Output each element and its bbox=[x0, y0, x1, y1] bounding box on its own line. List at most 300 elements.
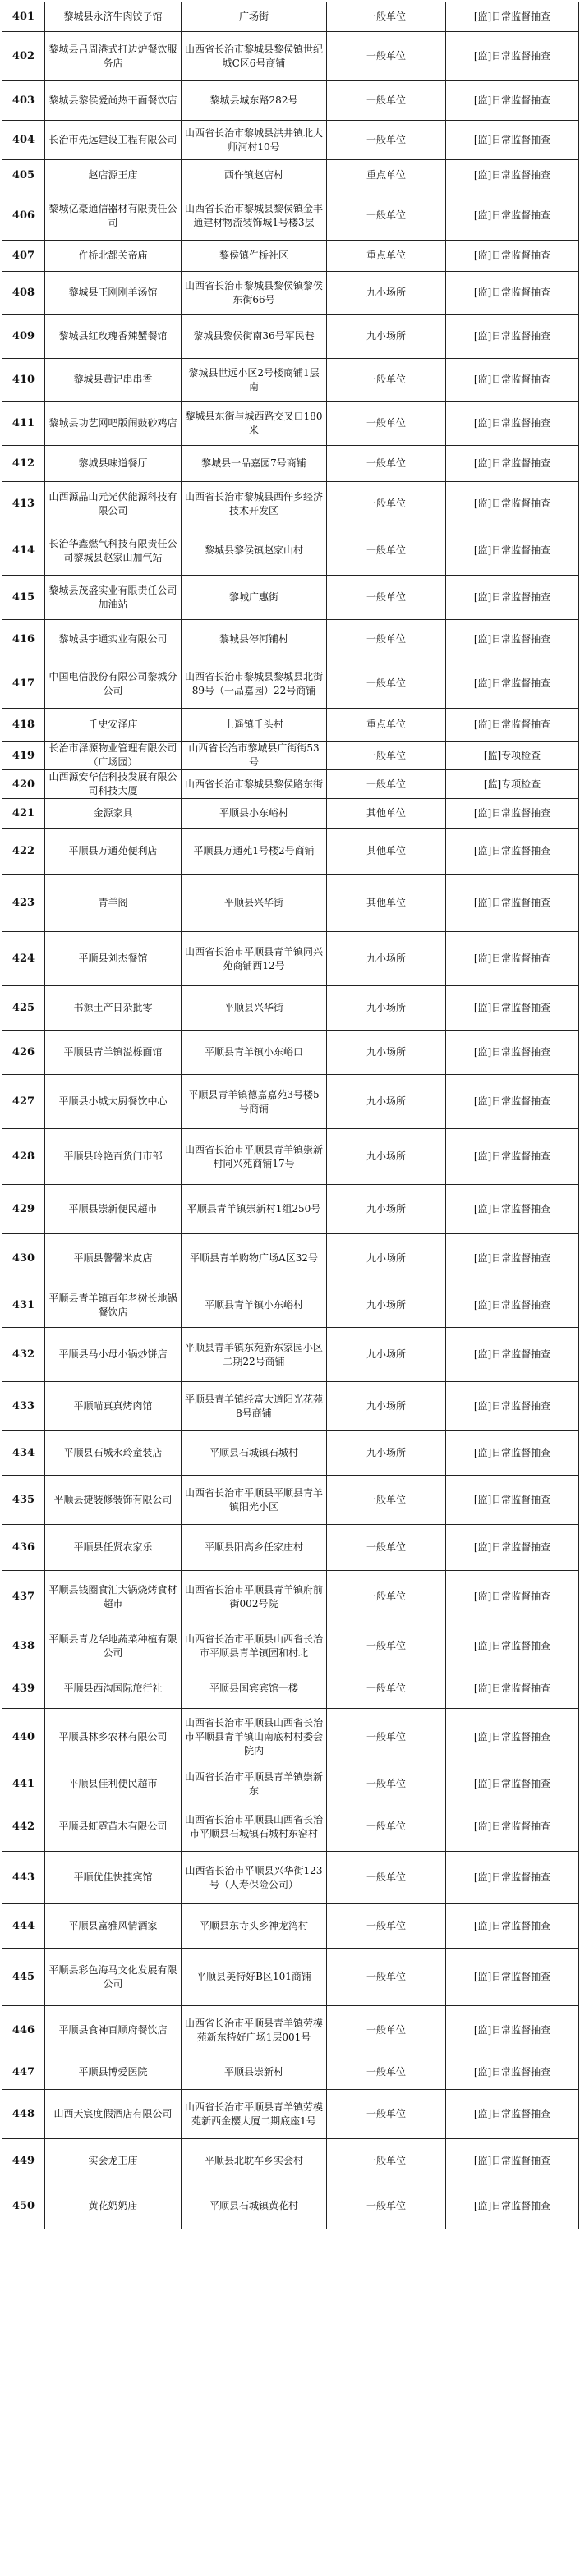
cell-type: 一般单位 bbox=[327, 1669, 446, 1709]
cell-addr: 山西省长治市黎城县西仵乡经济技术开发区 bbox=[182, 482, 327, 526]
cell-addr: 山西省长治市平顺县山西省长治市平顺县青羊镇山南底村村委会院内 bbox=[182, 1709, 327, 1766]
cell-name: 平顺县崇新便民超市 bbox=[45, 1185, 182, 1234]
cell-task: [监]日常监督抽查 bbox=[446, 576, 579, 620]
cell-addr: 平顺县国宾宾馆一楼 bbox=[182, 1669, 327, 1709]
cell-name: 平顺优佳快捷宾馆 bbox=[45, 1852, 182, 1904]
cell-no: 449 bbox=[2, 2139, 45, 2183]
cell-addr: 平顺县美特好B区101商铺 bbox=[182, 1949, 327, 2006]
cell-name: 黎城县黄记串串香 bbox=[45, 359, 182, 402]
cell-no: 401 bbox=[2, 2, 45, 32]
table-row bbox=[2, 1623, 579, 1669]
cell-addr: 平顺县兴华街 bbox=[182, 986, 327, 1031]
cell-no: 408 bbox=[2, 272, 45, 315]
cell-task: [监]日常监督抽查 bbox=[446, 1031, 579, 1075]
cell-name: 黎城县宇通实业有限公司 bbox=[45, 620, 182, 659]
table-row bbox=[2, 875, 579, 932]
cell-type: 九小场所 bbox=[327, 1382, 446, 1431]
cell-addr: 平顺县兴华街 bbox=[182, 875, 327, 932]
cell-type: 一般单位 bbox=[327, 359, 446, 402]
cell-task: [监]日常监督抽查 bbox=[446, 1431, 579, 1476]
cell-addr: 山西省长治市黎城县洪井镇北大师河村10号 bbox=[182, 121, 327, 160]
cell-type: 九小场所 bbox=[327, 1031, 446, 1075]
cell-addr: 山西省长治市黎城县黎城县北街89号（一品嘉园）22号商铺 bbox=[182, 659, 327, 709]
table-row bbox=[2, 1709, 579, 1766]
table-row bbox=[2, 932, 579, 986]
cell-task: [监]日常监督抽查 bbox=[446, 2090, 579, 2139]
cell-addr: 平顺县万通苑1号楼2号商铺 bbox=[182, 829, 327, 875]
cell-type: 九小场所 bbox=[327, 1075, 446, 1129]
cell-task: [监]日常监督抽查 bbox=[446, 1949, 579, 2006]
cell-task: [监]日常监督抽查 bbox=[446, 1476, 579, 1525]
cell-name: 平顺县彩色海马文化发展有限公司 bbox=[45, 1949, 182, 2006]
cell-addr: 黎城县黎侯镇赵家山村 bbox=[182, 526, 327, 576]
table-row bbox=[2, 1328, 579, 1382]
cell-no: 434 bbox=[2, 1431, 45, 1476]
cell-task: [监]日常监督抽查 bbox=[446, 1669, 579, 1709]
cell-no: 433 bbox=[2, 1382, 45, 1431]
table-row bbox=[2, 1234, 579, 1283]
cell-name: 平顺县西沟国际旅行社 bbox=[45, 1669, 182, 1709]
cell-name: 金源家具 bbox=[45, 799, 182, 829]
cell-type: 一般单位 bbox=[327, 1571, 446, 1623]
table-row bbox=[2, 1766, 579, 1802]
cell-name: 黎城县红玫瑰香辣蟹餐馆 bbox=[45, 315, 182, 359]
cell-type: 一般单位 bbox=[327, 1852, 446, 1904]
cell-task: [监]日常监督抽查 bbox=[446, 2055, 579, 2090]
cell-task: [监]日常监督抽查 bbox=[446, 2, 579, 32]
cell-type: 一般单位 bbox=[327, 1766, 446, 1802]
table-row bbox=[2, 829, 579, 875]
cell-type: 一般单位 bbox=[327, 191, 446, 241]
cell-type: 一般单位 bbox=[327, 1904, 446, 1949]
cell-task: [监]专项检查 bbox=[446, 742, 579, 770]
cell-task: [监]日常监督抽查 bbox=[446, 402, 579, 446]
cell-task: [监]日常监督抽查 bbox=[446, 1571, 579, 1623]
cell-type: 一般单位 bbox=[327, 526, 446, 576]
cell-type: 一般单位 bbox=[327, 576, 446, 620]
table-row bbox=[2, 1075, 579, 1129]
table-row bbox=[2, 709, 579, 742]
cell-type: 一般单位 bbox=[327, 1623, 446, 1669]
cell-task: [监]日常监督抽查 bbox=[446, 1852, 579, 1904]
cell-task: [监]日常监督抽查 bbox=[446, 1075, 579, 1129]
cell-name: 平顺喵真真烤肉馆 bbox=[45, 1382, 182, 1431]
table-row bbox=[2, 191, 579, 241]
cell-type: 九小场所 bbox=[327, 272, 446, 315]
cell-type: 一般单位 bbox=[327, 446, 446, 482]
cell-addr: 山西省长治市平顺县平顺县青羊镇阳光小区 bbox=[182, 1476, 327, 1525]
table-row bbox=[2, 659, 579, 709]
cell-type: 重点单位 bbox=[327, 160, 446, 191]
cell-type: 九小场所 bbox=[327, 1185, 446, 1234]
cell-task: [监]日常监督抽查 bbox=[446, 659, 579, 709]
cell-no: 440 bbox=[2, 1709, 45, 1766]
table-row bbox=[2, 241, 579, 272]
cell-no: 407 bbox=[2, 241, 45, 272]
cell-addr: 山西省长治市平顺县山西省长治市平顺县青羊镇园和村北 bbox=[182, 1623, 327, 1669]
cell-task: [监]日常监督抽查 bbox=[446, 1234, 579, 1283]
table-row bbox=[2, 402, 579, 446]
cell-name: 黎城县王刚刚羊汤馆 bbox=[45, 272, 182, 315]
cell-type: 九小场所 bbox=[327, 1328, 446, 1382]
table-row bbox=[2, 446, 579, 482]
cell-task: [监]日常监督抽查 bbox=[446, 1328, 579, 1382]
cell-task: [监]日常监督抽查 bbox=[446, 1904, 579, 1949]
cell-name: 山西源晶山元光伏能源科技有限公司 bbox=[45, 482, 182, 526]
cell-name: 黄花奶奶庙 bbox=[45, 2183, 182, 2229]
cell-name: 平顺县马小母小锅炒饼店 bbox=[45, 1328, 182, 1382]
cell-no: 421 bbox=[2, 799, 45, 829]
cell-no: 444 bbox=[2, 1904, 45, 1949]
cell-name: 实会龙王庙 bbox=[45, 2139, 182, 2183]
cell-no: 402 bbox=[2, 32, 45, 81]
cell-no: 439 bbox=[2, 1669, 45, 1709]
table-row bbox=[2, 576, 579, 620]
cell-addr: 黎侯镇仵桥社区 bbox=[182, 241, 327, 272]
cell-addr: 山西省长治市黎城县广街街53号 bbox=[182, 742, 327, 770]
cell-no: 405 bbox=[2, 160, 45, 191]
inspection-table bbox=[2, 2, 579, 2229]
cell-task: [监]日常监督抽查 bbox=[446, 1283, 579, 1328]
cell-no: 420 bbox=[2, 770, 45, 799]
cell-addr: 黎城县城东路282号 bbox=[182, 81, 327, 121]
cell-name: 平顺县任贤农家乐 bbox=[45, 1525, 182, 1571]
cell-name: 书源土产日杂批零 bbox=[45, 986, 182, 1031]
table-row bbox=[2, 2, 579, 32]
cell-no: 411 bbox=[2, 402, 45, 446]
cell-addr: 山西省长治市黎城县黎侯路东街 bbox=[182, 770, 327, 799]
table-row bbox=[2, 986, 579, 1031]
cell-no: 414 bbox=[2, 526, 45, 576]
cell-type: 九小场所 bbox=[327, 932, 446, 986]
cell-no: 425 bbox=[2, 986, 45, 1031]
cell-addr: 平顺县青羊镇小东峪村 bbox=[182, 1283, 327, 1328]
cell-task: [监]日常监督抽查 bbox=[446, 81, 579, 121]
cell-type: 九小场所 bbox=[327, 315, 446, 359]
table-row bbox=[2, 2090, 579, 2139]
cell-type: 一般单位 bbox=[327, 2006, 446, 2055]
cell-no: 417 bbox=[2, 659, 45, 709]
table-row bbox=[2, 482, 579, 526]
cell-task: [监]日常监督抽查 bbox=[446, 32, 579, 81]
cell-name: 仵桥北都关帝庙 bbox=[45, 241, 182, 272]
cell-task: [监]日常监督抽查 bbox=[446, 160, 579, 191]
cell-task: [监]日常监督抽查 bbox=[446, 986, 579, 1031]
cell-no: 412 bbox=[2, 446, 45, 482]
cell-name: 黎城县吕周港式打边炉餐饮服务店 bbox=[45, 32, 182, 81]
cell-no: 427 bbox=[2, 1075, 45, 1129]
cell-name: 平顺县钱圈食汇大锅烧烤食材超市 bbox=[45, 1571, 182, 1623]
cell-name: 平顺县虹霓苗木有限公司 bbox=[45, 1802, 182, 1852]
cell-no: 450 bbox=[2, 2183, 45, 2229]
cell-type: 一般单位 bbox=[327, 1709, 446, 1766]
cell-addr: 山西省长治市黎城县黎侯镇世纪城C区6号商铺 bbox=[182, 32, 327, 81]
table-row bbox=[2, 2139, 579, 2183]
table-row bbox=[2, 1382, 579, 1431]
cell-addr: 山西省长治市平顺县山西省长治市平顺县石城镇石城村东窑村 bbox=[182, 1802, 327, 1852]
cell-task: [监]日常监督抽查 bbox=[446, 1185, 579, 1234]
cell-task: [监]日常监督抽查 bbox=[446, 1129, 579, 1185]
table-row bbox=[2, 121, 579, 160]
cell-no: 424 bbox=[2, 932, 45, 986]
cell-type: 一般单位 bbox=[327, 2055, 446, 2090]
cell-addr: 广场街 bbox=[182, 2, 327, 32]
cell-no: 447 bbox=[2, 2055, 45, 2090]
cell-addr: 平顺县小东峪村 bbox=[182, 799, 327, 829]
table-row bbox=[2, 770, 579, 799]
cell-addr: 黎城县东街与城西路交叉口180米 bbox=[182, 402, 327, 446]
cell-no: 413 bbox=[2, 482, 45, 526]
cell-no: 404 bbox=[2, 121, 45, 160]
cell-type: 重点单位 bbox=[327, 709, 446, 742]
cell-no: 416 bbox=[2, 620, 45, 659]
cell-no: 432 bbox=[2, 1328, 45, 1382]
cell-type: 一般单位 bbox=[327, 1525, 446, 1571]
cell-type: 一般单位 bbox=[327, 742, 446, 770]
cell-addr: 平顺县石城镇黄花村 bbox=[182, 2183, 327, 2229]
cell-task: [监]日常监督抽查 bbox=[446, 875, 579, 932]
cell-task: [监]日常监督抽查 bbox=[446, 1766, 579, 1802]
table-row bbox=[2, 160, 579, 191]
table-row bbox=[2, 272, 579, 315]
cell-task: [监]日常监督抽查 bbox=[446, 359, 579, 402]
cell-task: [监]日常监督抽查 bbox=[446, 2139, 579, 2183]
cell-no: 403 bbox=[2, 81, 45, 121]
cell-type: 一般单位 bbox=[327, 32, 446, 81]
cell-addr: 平顺县青羊购物广场A区32号 bbox=[182, 1234, 327, 1283]
cell-no: 442 bbox=[2, 1802, 45, 1852]
cell-type: 重点单位 bbox=[327, 241, 446, 272]
table-row bbox=[2, 2055, 579, 2090]
cell-name: 平顺县石城永玲童装店 bbox=[45, 1431, 182, 1476]
cell-addr: 平顺县青羊镇崇新村1组250号 bbox=[182, 1185, 327, 1234]
cell-name: 山西天宸度假酒店有限公司 bbox=[45, 2090, 182, 2139]
cell-no: 437 bbox=[2, 1571, 45, 1623]
cell-type: 一般单位 bbox=[327, 1949, 446, 2006]
table-row bbox=[2, 1129, 579, 1185]
cell-task: [监]日常监督抽查 bbox=[446, 932, 579, 986]
cell-addr: 山西省长治市平顺县青羊镇府前街002号院 bbox=[182, 1571, 327, 1623]
cell-type: 一般单位 bbox=[327, 2183, 446, 2229]
cell-name: 黎城亿豪通信器材有限责任公司 bbox=[45, 191, 182, 241]
cell-task: [监]日常监督抽查 bbox=[446, 482, 579, 526]
cell-name: 黎城县茂盛实业有限责任公司加油站 bbox=[45, 576, 182, 620]
cell-type: 九小场所 bbox=[327, 1283, 446, 1328]
table-row bbox=[2, 1571, 579, 1623]
cell-name: 山西源安华信科技发展有限公司科技大厦 bbox=[45, 770, 182, 799]
table-row bbox=[2, 1904, 579, 1949]
cell-no: 428 bbox=[2, 1129, 45, 1185]
cell-addr: 山西省长治市平顺县青羊镇崇新东 bbox=[182, 1766, 327, 1802]
cell-no: 446 bbox=[2, 2006, 45, 2055]
cell-addr: 黎城县停河铺村 bbox=[182, 620, 327, 659]
cell-name: 千史安泽庙 bbox=[45, 709, 182, 742]
cell-name: 黎城县黎侯爱尚热干面餐饮店 bbox=[45, 81, 182, 121]
cell-addr: 山西省长治市平顺县青羊镇劳模苑新东特好广场1层001号 bbox=[182, 2006, 327, 2055]
cell-no: 436 bbox=[2, 1525, 45, 1571]
table-row bbox=[2, 2183, 579, 2229]
table-row bbox=[2, 799, 579, 829]
cell-addr: 西仵镇赵店村 bbox=[182, 160, 327, 191]
cell-name: 平顺县馨馨米皮店 bbox=[45, 1234, 182, 1283]
cell-addr: 黎城县黎侯街南36号军民巷 bbox=[182, 315, 327, 359]
cell-name: 平顺县刘杰餐馆 bbox=[45, 932, 182, 986]
cell-addr: 平顺县阳高乡任家庄村 bbox=[182, 1525, 327, 1571]
cell-addr: 山西省长治市平顺县兴华街123号（人寿保险公司） bbox=[182, 1852, 327, 1904]
table-row bbox=[2, 1525, 579, 1571]
table-row bbox=[2, 81, 579, 121]
cell-name: 中国电信股份有限公司黎城分公司 bbox=[45, 659, 182, 709]
table-row bbox=[2, 315, 579, 359]
cell-task: [监]日常监督抽查 bbox=[446, 799, 579, 829]
cell-type: 其他单位 bbox=[327, 799, 446, 829]
cell-addr: 黎城广惠街 bbox=[182, 576, 327, 620]
cell-name: 平顺县捷装修装饰有限公司 bbox=[45, 1476, 182, 1525]
cell-name: 长治市泽源物业管理有限公司（广场园） bbox=[45, 742, 182, 770]
table-row bbox=[2, 742, 579, 770]
cell-name: 平顺县小城大厨餐饮中心 bbox=[45, 1075, 182, 1129]
table-row bbox=[2, 1949, 579, 2006]
cell-no: 445 bbox=[2, 1949, 45, 2006]
cell-task: [监]日常监督抽查 bbox=[446, 526, 579, 576]
cell-task: [监]日常监督抽查 bbox=[446, 2183, 579, 2229]
cell-addr: 上遥镇千头村 bbox=[182, 709, 327, 742]
cell-type: 其他单位 bbox=[327, 875, 446, 932]
cell-name: 平顺县万通苑便利店 bbox=[45, 829, 182, 875]
cell-name: 长治华鑫燃气科技有限责任公司黎城县赵家山加气站 bbox=[45, 526, 182, 576]
table-row bbox=[2, 620, 579, 659]
cell-name: 长治市先远建设工程有限公司 bbox=[45, 121, 182, 160]
cell-type: 一般单位 bbox=[327, 402, 446, 446]
cell-task: [监]日常监督抽查 bbox=[446, 272, 579, 315]
cell-no: 415 bbox=[2, 576, 45, 620]
cell-task: [监]日常监督抽查 bbox=[446, 709, 579, 742]
cell-no: 418 bbox=[2, 709, 45, 742]
table-row bbox=[2, 526, 579, 576]
cell-no: 423 bbox=[2, 875, 45, 932]
cell-no: 426 bbox=[2, 1031, 45, 1075]
cell-no: 422 bbox=[2, 829, 45, 875]
cell-addr: 平顺县青羊镇小东峪口 bbox=[182, 1031, 327, 1075]
cell-no: 448 bbox=[2, 2090, 45, 2139]
cell-type: 其他单位 bbox=[327, 829, 446, 875]
table-row bbox=[2, 1031, 579, 1075]
cell-type: 一般单位 bbox=[327, 1476, 446, 1525]
cell-addr: 黎城县世远小区2号楼商铺1层南 bbox=[182, 359, 327, 402]
cell-no: 430 bbox=[2, 1234, 45, 1283]
cell-no: 406 bbox=[2, 191, 45, 241]
cell-no: 409 bbox=[2, 315, 45, 359]
cell-name: 平顺县玲艳百货门市部 bbox=[45, 1129, 182, 1185]
cell-task: [监]日常监督抽查 bbox=[446, 446, 579, 482]
cell-type: 一般单位 bbox=[327, 2090, 446, 2139]
cell-no: 429 bbox=[2, 1185, 45, 1234]
cell-type: 一般单位 bbox=[327, 620, 446, 659]
cell-type: 一般单位 bbox=[327, 2, 446, 32]
cell-no: 431 bbox=[2, 1283, 45, 1328]
cell-addr: 山西省长治市平顺县青羊镇崇新村同兴苑商铺17号 bbox=[182, 1129, 327, 1185]
cell-task: [监]日常监督抽查 bbox=[446, 620, 579, 659]
cell-name: 平顺县青龙华地蔬菜种植有限公司 bbox=[45, 1623, 182, 1669]
cell-task: [监]日常监督抽查 bbox=[446, 1709, 579, 1766]
table-row bbox=[2, 1852, 579, 1904]
table-row bbox=[2, 32, 579, 81]
cell-addr: 黎城县一品嘉园7号商铺 bbox=[182, 446, 327, 482]
cell-type: 一般单位 bbox=[327, 482, 446, 526]
cell-type: 一般单位 bbox=[327, 121, 446, 160]
cell-task: [监]专项检查 bbox=[446, 770, 579, 799]
cell-name: 平顺县青羊镇百年老树长地锅餐饮店 bbox=[45, 1283, 182, 1328]
cell-task: [监]日常监督抽查 bbox=[446, 1802, 579, 1852]
cell-name: 黎城县功艺网吧版闹鼓砂鸡店 bbox=[45, 402, 182, 446]
cell-addr: 山西省长治市平顺县青羊镇同兴苑商铺西12号 bbox=[182, 932, 327, 986]
table-row bbox=[2, 1431, 579, 1476]
cell-type: 九小场所 bbox=[327, 1431, 446, 1476]
table-body bbox=[2, 2, 579, 2229]
cell-name: 平顺县博爱医院 bbox=[45, 2055, 182, 2090]
cell-name: 平顺县青羊镇溢栎面馆 bbox=[45, 1031, 182, 1075]
table-row bbox=[2, 1669, 579, 1709]
cell-type: 一般单位 bbox=[327, 1802, 446, 1852]
cell-task: [监]日常监督抽查 bbox=[446, 1382, 579, 1431]
cell-task: [监]日常监督抽查 bbox=[446, 1623, 579, 1669]
cell-no: 438 bbox=[2, 1623, 45, 1669]
cell-name: 平顺县富雅风情酒家 bbox=[45, 1904, 182, 1949]
cell-task: [监]日常监督抽查 bbox=[446, 829, 579, 875]
cell-addr: 平顺县北耽车乡实会村 bbox=[182, 2139, 327, 2183]
table-row bbox=[2, 1283, 579, 1328]
cell-name: 平顺县食神百顺府餐饮店 bbox=[45, 2006, 182, 2055]
table-row bbox=[2, 1802, 579, 1852]
cell-no: 435 bbox=[2, 1476, 45, 1525]
cell-no: 410 bbox=[2, 359, 45, 402]
cell-no: 443 bbox=[2, 1852, 45, 1904]
cell-type: 一般单位 bbox=[327, 81, 446, 121]
cell-addr: 平顺县青羊镇德嘉嘉苑3号楼5号商铺 bbox=[182, 1075, 327, 1129]
cell-addr: 山西省长治市黎城县黎侯镇黎侯东街66号 bbox=[182, 272, 327, 315]
cell-type: 九小场所 bbox=[327, 986, 446, 1031]
cell-task: [监]日常监督抽查 bbox=[446, 315, 579, 359]
cell-task: [监]日常监督抽查 bbox=[446, 191, 579, 241]
cell-task: [监]日常监督抽查 bbox=[446, 1525, 579, 1571]
cell-task: [监]日常监督抽查 bbox=[446, 121, 579, 160]
cell-task: [监]日常监督抽查 bbox=[446, 241, 579, 272]
cell-addr: 平顺县青羊镇东苑新东家园小区二期22号商铺 bbox=[182, 1328, 327, 1382]
cell-name: 平顺县林乡农林有限公司 bbox=[45, 1709, 182, 1766]
cell-name: 平顺县佳利便民超市 bbox=[45, 1766, 182, 1802]
cell-addr: 平顺县东寺头乡神龙湾村 bbox=[182, 1904, 327, 1949]
cell-type: 九小场所 bbox=[327, 1234, 446, 1283]
cell-type: 一般单位 bbox=[327, 2139, 446, 2183]
cell-type: 九小场所 bbox=[327, 1129, 446, 1185]
cell-name: 黎城县永济牛肉饺子馆 bbox=[45, 2, 182, 32]
cell-task: [监]日常监督抽查 bbox=[446, 2006, 579, 2055]
cell-addr: 山西省长治市平顺县青羊镇劳模苑新西金樱大厦二期底座1号 bbox=[182, 2090, 327, 2139]
cell-type: 一般单位 bbox=[327, 770, 446, 799]
table-row bbox=[2, 359, 579, 402]
cell-addr: 平顺县石城镇石城村 bbox=[182, 1431, 327, 1476]
cell-no: 441 bbox=[2, 1766, 45, 1802]
cell-addr: 平顺县青羊镇经富大道阳光花苑8号商铺 bbox=[182, 1382, 327, 1431]
cell-name: 黎城县味道餐厅 bbox=[45, 446, 182, 482]
cell-name: 青羊阁 bbox=[45, 875, 182, 932]
table-row bbox=[2, 1476, 579, 1525]
cell-name: 赵店源王庙 bbox=[45, 160, 182, 191]
cell-no: 419 bbox=[2, 742, 45, 770]
table-row bbox=[2, 2006, 579, 2055]
cell-addr: 山西省长治市黎城县黎侯镇金丰通建材物流装饰城1号楼3层 bbox=[182, 191, 327, 241]
cell-addr: 平顺县崇新村 bbox=[182, 2055, 327, 2090]
